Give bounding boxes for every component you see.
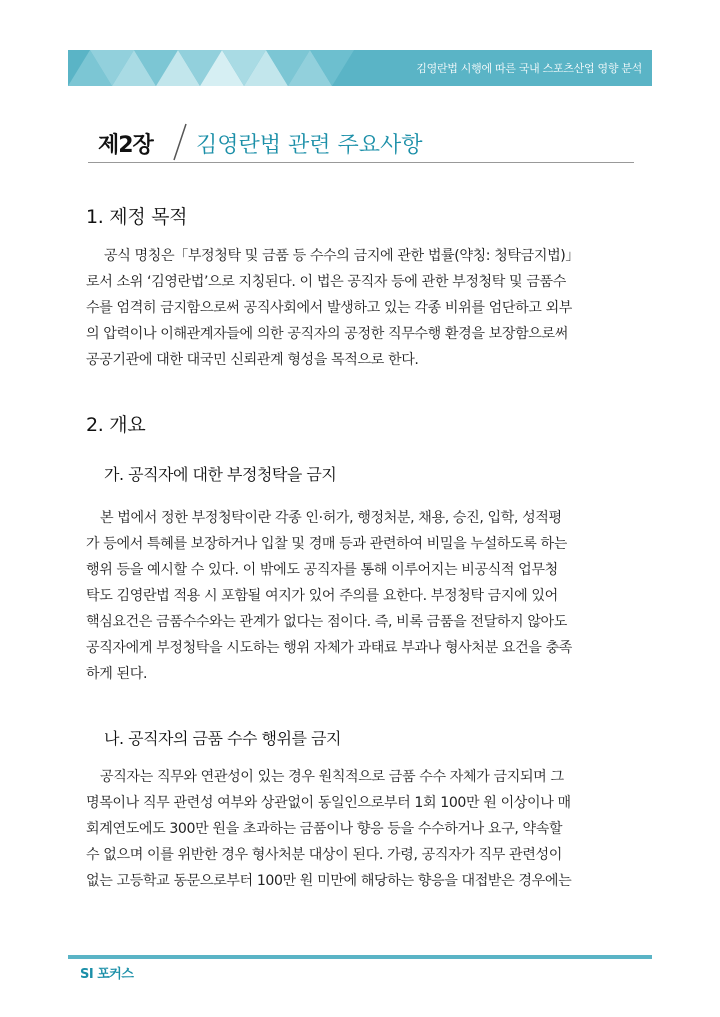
text-line: 수 없으며 이를 위반한 경우 형사처분 대상이 된다. 가령, 공직자가 직무 관련성이 <box>86 847 562 863</box>
paragraph-solicitation <box>86 505 636 687</box>
text-line: 수를 엄격히 금지함으로써 공직사회에서 발생하고 있는 각종 비위를 엄단하고 외부 <box>86 300 573 316</box>
section-heading-overview: 2. 개요 <box>86 414 146 436</box>
footer-brand: SI 포커스 <box>80 967 134 982</box>
text-line: 공공기관에 대한 대국민 신뢰관계 형성을 목적으로 한다. <box>86 352 419 368</box>
paragraph-gifts <box>86 764 636 894</box>
paragraph-purpose <box>86 243 636 373</box>
text-line: 하게 된다. <box>86 666 148 682</box>
chapter-divider <box>88 162 634 163</box>
subsection-heading-gifts: 나. 공직자의 금품 수수 행위를 금지 <box>104 729 341 748</box>
text-line: 공직자에게 부정청탁을 시도하는 행위 자체가 과태료 부과나 형사처분 요건을 충족 <box>86 640 573 656</box>
text-line: 없는 고등학교 동문으로부터 100만 원 미만에 해당하는 향응을 대접받은 경우에는 <box>86 873 572 889</box>
text-line: 가 등에서 특혜를 보장하거나 입찰 및 경매 등과 관련하여 비밀을 누설하도록 하는 <box>86 536 567 552</box>
text-line: 회계연도에도 300만 원을 초과하는 금품이나 향응 등을 수수하거나 요구, 약속할 <box>86 821 563 837</box>
slash-divider-icon <box>168 120 192 164</box>
section-heading-purpose: 1. 제정 목적 <box>86 206 188 228</box>
subsection-heading-solicitation: 가. 공직자에 대한 부정청탁을 금지 <box>104 465 337 484</box>
text-line: 공식 명칭은「부정청탁 및 금품 등 수수의 금지에 관한 법률(약칭: 청탁금지법)」 <box>104 248 580 264</box>
banner-title: 김영란법 시행에 따른 국내 스포츠산업 영향 분석 <box>416 62 642 75</box>
header-banner <box>68 50 652 86</box>
text-line: 의 압력이나 이해관계자들에 의한 공직자의 공정한 직무수행 환경을 보장함으로써 <box>86 326 568 342</box>
text-line: 명목이나 직무 관련성 여부와 상관없이 동일인으로부터 1회 100만 원 이상이나 매 <box>86 795 571 811</box>
text-line: 본 법에서 정한 부정청탁이란 각종 인·허가, 행정처분, 채용, 승진, 입학, 성적평 <box>100 510 562 526</box>
text-line: 로서 소위 ‘김영란법’으로 지칭된다. 이 법은 공직자 등에 관한 부정청탁 및 금품수 <box>86 274 566 290</box>
text-line: 공직자는 직무와 연관성이 있는 경우 원칙적으로 금품 수수 자체가 금지되며 그 <box>100 769 564 785</box>
footer-divider <box>68 955 652 959</box>
text-line: 핵심요건은 금품수수와는 관계가 없다는 점이다. 즉, 비록 금품을 전달하지 않아도 <box>86 614 567 630</box>
text-line: 행위 등을 예시할 수 있다. 이 밖에도 공직자를 통해 이루어지는 비공식적 업무청 <box>86 562 558 578</box>
chapter-number: 제2장 <box>98 133 153 158</box>
text-line: 탁도 김영란법 적용 시 포함될 여지가 있어 주의를 요한다. 부정청탁 금지에 있어 <box>86 588 558 604</box>
chapter-title: 김영란법 관련 주요사항 <box>196 133 423 158</box>
chapter-heading <box>92 120 640 164</box>
